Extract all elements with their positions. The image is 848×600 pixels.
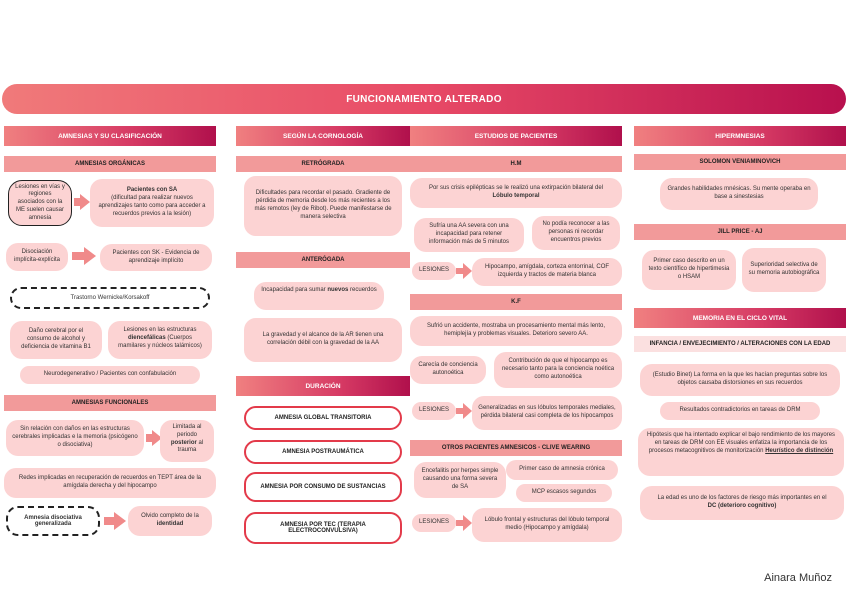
duracion-header [236, 376, 410, 396]
gravedad-pill [244, 318, 402, 362]
col2-header-label: SEGÚN LA CORNOLOGÍA [283, 132, 363, 140]
tec-box [244, 512, 402, 544]
mcp-pill [516, 484, 612, 502]
primer-caso-text: Primer caso de amnesia crónica [519, 466, 605, 473]
kf-text: Sufrió un accidente, mostraba un procesamiento mental más lento, hemiplejía y problemas visuales. Deterioro severo AA. [426, 323, 606, 337]
lesiones-label-pill-3 [412, 514, 456, 532]
hm-lesiones-pill [472, 258, 622, 286]
organicas-label: AMNESIAS ORGÁNICAS [74, 161, 145, 167]
anterograda-header [236, 252, 410, 268]
lobulo-temporal-text: Lóbulo temporal [492, 193, 540, 199]
author-signature [764, 572, 832, 584]
dano-cerebral-text: Daño cerebral por el consumo de alcohol y deficiencia de vitamina B1 [21, 328, 91, 350]
edad-pill [640, 486, 844, 520]
arrow-icon [456, 263, 472, 279]
infancia-label: INFANCIA / ENVEJECIMIENTO / ALTERACIONES CON LA EDAD [649, 341, 831, 347]
hm-aa-text: Sufría una AA severa con una incapacidad para retener información más de 5 minutos [428, 223, 510, 245]
posterior-text: posterior [170, 439, 197, 446]
lesiones-label-1: LESIONES [418, 267, 449, 274]
otros-header [410, 440, 622, 456]
kf-label: K.F [511, 299, 521, 305]
consumo-box [244, 472, 402, 502]
memoria-header [634, 308, 846, 328]
jill-label: JILL PRICE - AJ [717, 229, 763, 235]
hm-aa-pill [414, 218, 524, 252]
global-box [244, 406, 402, 430]
col3-header-label: ESTUDIOS DE PACIENTES [474, 132, 558, 140]
jill-b-text: Superioridad selectiva de su memoria autobiográfica [748, 262, 820, 276]
gravedad-text: La gravedad y el alcance de la AR tienen una correlación débil con la gravedad de la AA [262, 332, 384, 346]
neurodegenerativo-text: Neurodegenerativo / Pacientes con confabulación [43, 371, 177, 378]
otros-lesiones-text: Lóbulo frontal y estructuras del lóbulo temporal medio (Hipocampo y amígdala) [484, 517, 610, 531]
arrow-icon [456, 403, 472, 419]
nuevos-text: nuevos [327, 287, 349, 293]
pacientes-sa-title: Pacientes con SA [126, 187, 178, 194]
funcionales-label: AMNESIAS FUNCIONALES [71, 400, 149, 406]
col4-header [634, 126, 846, 146]
jill-a-text: Primer caso descrito en un texto científico de hipertimesia o HSAM [648, 258, 730, 280]
duracion-label: DURACIÓN [305, 382, 341, 390]
heuristico-text: Heurístico de distinción [765, 447, 834, 454]
redes-text: Redes implicadas en recuperación de recuerdos en TEPT área de la amígdala derecha y del hipocampo [18, 475, 202, 489]
consumo-text: AMNESIA POR CONSUMO DE SUSTANCIAS [260, 484, 386, 490]
postraumatica-text: AMNESIA POSTRAUMÁTICA [282, 449, 364, 455]
hipotesis-pill [638, 428, 844, 476]
kf-carecia-text: Carecía de conciencia autonoética [418, 362, 478, 376]
hm-text-pill [410, 178, 622, 208]
solomon-text: Grandes habilidades mnésicas. Su mente operaba en base a sinestesias [667, 186, 811, 200]
limitada-text: Limitada al periodo [172, 424, 202, 438]
disociacion-pill [6, 243, 68, 271]
kf-contribucion-pill [494, 352, 622, 388]
hipotesis-text: Hipótesis que ha intentado explicar el bajo rendimiento de los mayores en tareas de DRM con EE visuales enfatiza la importancia de los procesos metacognitivos de monitorización [646, 432, 836, 454]
col4-header-label: HIPERMNESIAS [715, 132, 765, 140]
identidad-text: identidad [156, 521, 184, 527]
lesiones-estructuras-pill [108, 321, 212, 359]
retrograda-label: RETRÓGRADA [301, 161, 345, 167]
col3-header [410, 126, 622, 146]
kf-lesiones-pill [472, 396, 622, 430]
pacientes-sa-pill [90, 179, 214, 227]
sin-relacion-text: Sin relación con daños en las estructuras cerebrales implicadas e la memoria (psicógeno o disociativa) [12, 426, 138, 448]
funcionales-header [4, 395, 216, 411]
kf-carecia-pill [410, 356, 486, 384]
arrow-icon [456, 515, 472, 531]
organicas-header [4, 156, 216, 172]
otros-lesiones-pill [472, 508, 622, 542]
retro-text: Dificultades para recordar el pasado. Gradiente de pérdida de memoria desde los más recientes a los más remotos (ley de Ribot). Puede manifestarse de manera selectiva [254, 190, 392, 220]
solomon-header [634, 154, 846, 170]
antero-pill [254, 282, 384, 310]
infancia-header [634, 336, 846, 352]
lesiones-label-2: LESIONES [418, 407, 449, 414]
disociacion-text: Disociación implícita-explícita [13, 249, 60, 263]
solomon-label: SOLOMON VENIAMINOVICH [699, 159, 781, 165]
kf-header [410, 294, 622, 310]
limitada-tail: al trauma [177, 439, 204, 454]
anterograda-label: ANTERÓGADA [301, 257, 345, 263]
hm-label: H.M [510, 161, 522, 167]
hm-text: Por sus crisis epilépticas se le realizó una extirpación bilateral del [428, 185, 604, 192]
global-text: AMNESIA GLOBAL TRANSITORIA [274, 415, 372, 421]
col1-header-label: AMNESIAS Y SU CLASIFICACIÓN [58, 132, 162, 140]
jill-a-pill [642, 250, 736, 290]
banner-title: FUNCIONAMIENTO ALTERADO [346, 93, 502, 105]
arrow-icon [114, 512, 126, 530]
jill-b-pill [742, 248, 826, 292]
pacientes-sk-text: Pacientes con SK - Evidencia de aprendizaje implícito [112, 249, 200, 264]
retro-pill [244, 176, 402, 236]
hm-lesiones-text: Hipocampo, amígdala, corteza entorrinal, COF izquierda y tractos de materia blanca [484, 264, 610, 278]
olvido-pill [128, 506, 212, 536]
sin-relacion-pill [6, 420, 144, 456]
lesiones-envias-pill [8, 180, 72, 226]
retrograda-header [236, 156, 410, 172]
pacientes-sk-pill [100, 244, 212, 271]
resultados-text: Resultados contradictorios en tareas de DRM [679, 407, 801, 414]
binet-pill [640, 364, 840, 396]
lesiones-estructuras-text: Lesiones en las estructuras [123, 327, 197, 333]
disociativa-text: Amnesia disociativa generalizada [24, 515, 82, 527]
antero-text: Incapacidad para sumar [261, 287, 326, 293]
arrow-icon [80, 194, 90, 210]
encefalitis-pill [414, 462, 506, 498]
pacientes-sa-text: (dificultad para realizar nuevos aprendizajes tanto como para acceder a recuerdos previos a la lesión) [98, 195, 206, 217]
lesiones-label-3: LESIONES [418, 519, 449, 526]
signature-text: Ainara Muñoz [764, 572, 832, 584]
arrow-icon [84, 247, 96, 265]
limitada-pill [160, 420, 214, 462]
hm-reconocer-text: No podía reconocer a las personas ni recordar encuentros previos [542, 221, 610, 243]
wernicke-text: Trastorno Wernicke/Korsakoff [70, 295, 150, 301]
binet-text: (Estudio Binet) La forma en la que les hacían preguntas sobre los objetos causaba distorsiones en sus recuerdos [652, 372, 828, 386]
kf-text-pill [410, 316, 622, 346]
postraumatica-box [244, 440, 402, 464]
mcp-text: MCP escasos segundos [531, 489, 597, 496]
col2-header [236, 126, 410, 146]
dano-cerebral-pill [10, 321, 102, 359]
otros-label: OTROS PACIENTES AMNESICOS - CLIVE WEARING [441, 445, 591, 451]
kf-contribucion-text: Contribución de que el hipocampo es necesario tanto para la conciencia noética como autonoética [501, 358, 615, 380]
encefalitis-text: Encefalitis por herpes simple causando una forma severa de SA [421, 468, 499, 490]
hm-reconocer-pill [532, 216, 620, 250]
kf-lesiones-text: Generalizadas en sus lóbulos temporales mediales, pérdida bilateral casi completa de los hipocampos [478, 405, 616, 419]
neurodegenerativo-pill [20, 366, 200, 384]
jill-header [634, 224, 846, 240]
lesiones-estructuras-detail: (Cuerpos mamilares y núcleos talámicos) [118, 334, 202, 349]
memoria-label: MEMORIA EN EL CICLO VITAL [692, 314, 788, 322]
hm-header [410, 156, 622, 172]
olvido-text: Olvido completo de la [141, 513, 199, 520]
primer-caso-pill [506, 460, 618, 480]
redes-pill [4, 468, 216, 498]
tec-text: AMNESIA POR TEC (TERAPIA ELECTROCONVULSIVA) [280, 522, 366, 534]
lesiones-label-pill-1 [412, 262, 456, 280]
disociativa-box [6, 506, 100, 536]
dc-text: DC (deterioro cognitivo) [707, 503, 777, 509]
lesiones-envias-text: Lesiones en vías y regiones asociados con la ME suelen causar amnesia [15, 183, 65, 221]
solomon-pill [660, 178, 818, 210]
wernicke-box [10, 287, 210, 309]
antero-tail: recuerdos [350, 287, 377, 293]
lesiones-label-pill-2 [412, 402, 456, 420]
edad-text: La edad es uno de los factores de riesgo más importantes en el [657, 495, 827, 502]
col1-header [4, 126, 216, 146]
diencefalicas-text: diencefálicas [127, 334, 166, 341]
main-banner [2, 84, 846, 114]
resultados-pill [660, 402, 820, 420]
